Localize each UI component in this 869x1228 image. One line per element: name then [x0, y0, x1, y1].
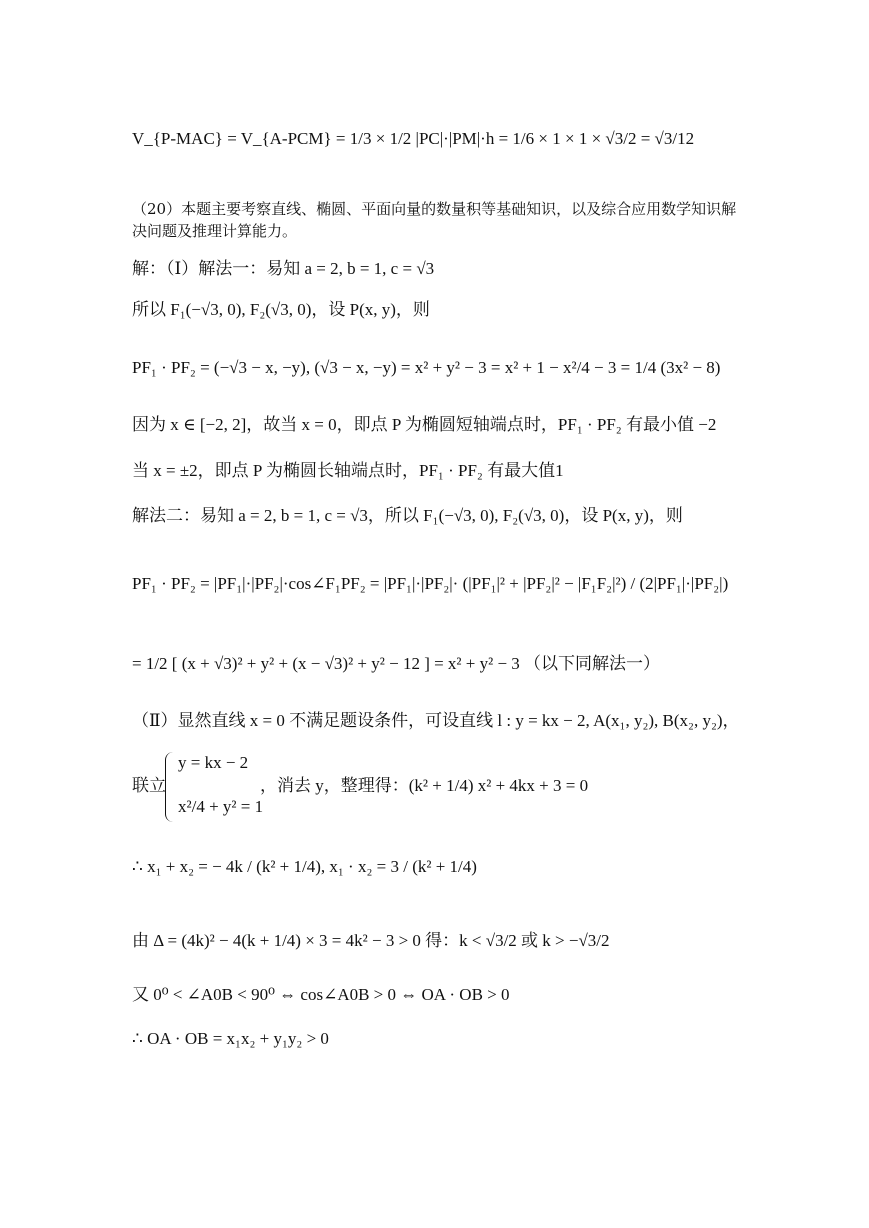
minimum-value: 因为 x ∈ [−2, 2]，故当 x = 0，即点 P 为椭圆短轴端点时，PF₁ · PF₂ 有最小值 −2 [132, 415, 717, 434]
eliminate-y: ，消去 y，整理得：(k² + 1/4) x² + 4kx + 3 = 0 [260, 776, 589, 795]
section-20-intro-cont: 决问题及推理计算能力。 [132, 222, 298, 240]
solution-1-given: 解：（Ⅰ）解法一：易知 a = 2, b = 1, c = √3 [132, 259, 435, 278]
angle-condition: 又 0⁰ < ∠A0B < 90⁰ ⇔ cos∠A0B > 0 ⇔ OA · OB > 0 [132, 985, 510, 1004]
system-label: 联立 [132, 776, 166, 795]
section-20-intro: （20）本题主要考察直线、椭圆、平面向量的数量积等基础知识，以及综合应用数学知识解 [132, 200, 737, 218]
discriminant: 由 Δ = (4k)² − 4(k + 1/4) × 3 = 4k² − 3 > 0 得：k < √3/2 或 k > −√3/2 [132, 931, 610, 950]
part-2-line: （Ⅱ）显然直线 x = 0 不满足题设条件，可设直线 l : y = kx − 2, A(x₁, y₂), B(x₂, y₂)， [132, 711, 740, 730]
cosine-formula: PF₁ · PF₂ = |PF₁|·|PF₂|·cos∠F₁PF₂ = |PF₁|·|PF₂|· (|PF₁|² + |PF₂|² − |F₁F₂|²) / (2|PF₁|·|PF₂|) [132, 574, 729, 593]
system-eq-1: y = kx − 2 [178, 753, 249, 772]
solution-2-given: 解法二：易知 a = 2, b = 1, c = √3，所以 F₁(−√3, 0), F₂(√3, 0)，设 P(x, y)，则 [132, 506, 683, 525]
system-eq-2: x²/4 + y² = 1 [178, 797, 264, 816]
maximum-value: 当 x = ±2，即点 P 为椭圆长轴端点时，PF₁ · PF₂ 有最大值1 [132, 461, 564, 480]
vieta-formulas: ∴ x₁ + x₂ = − 4k / (k² + 1/4), x₁ · x₂ = 3 / (k² + 1/4) [132, 857, 477, 876]
dot-product-formula: PF₁ · PF₂ = (−√3 − x, −y), (√3 − x, −y) = x² + y² − 3 = x² + 1 − x²/4 − 3 = 1/4 (3x² − 8) [132, 358, 721, 377]
formula-volume: V_{P-MAC} = V_{A-PCM} = 1/3 × 1/2 |PC|·|PM|·h = 1/6 × 1 × 1 × √3/2 = √3/12 [132, 129, 695, 148]
foci-coordinates: 所以 F₁(−√3, 0), F₂(√3, 0)，设 P(x, y)，则 [132, 300, 430, 319]
simplified-result: = 1/2 [ (x + √3)² + y² + (x − √3)² + y² − 12 ] = x² + y² − 3 （以下同解法一） [132, 654, 661, 673]
dot-product-positive: ∴ OA · OB = x₁x₂ + y₁y₂ > 0 [132, 1029, 329, 1048]
